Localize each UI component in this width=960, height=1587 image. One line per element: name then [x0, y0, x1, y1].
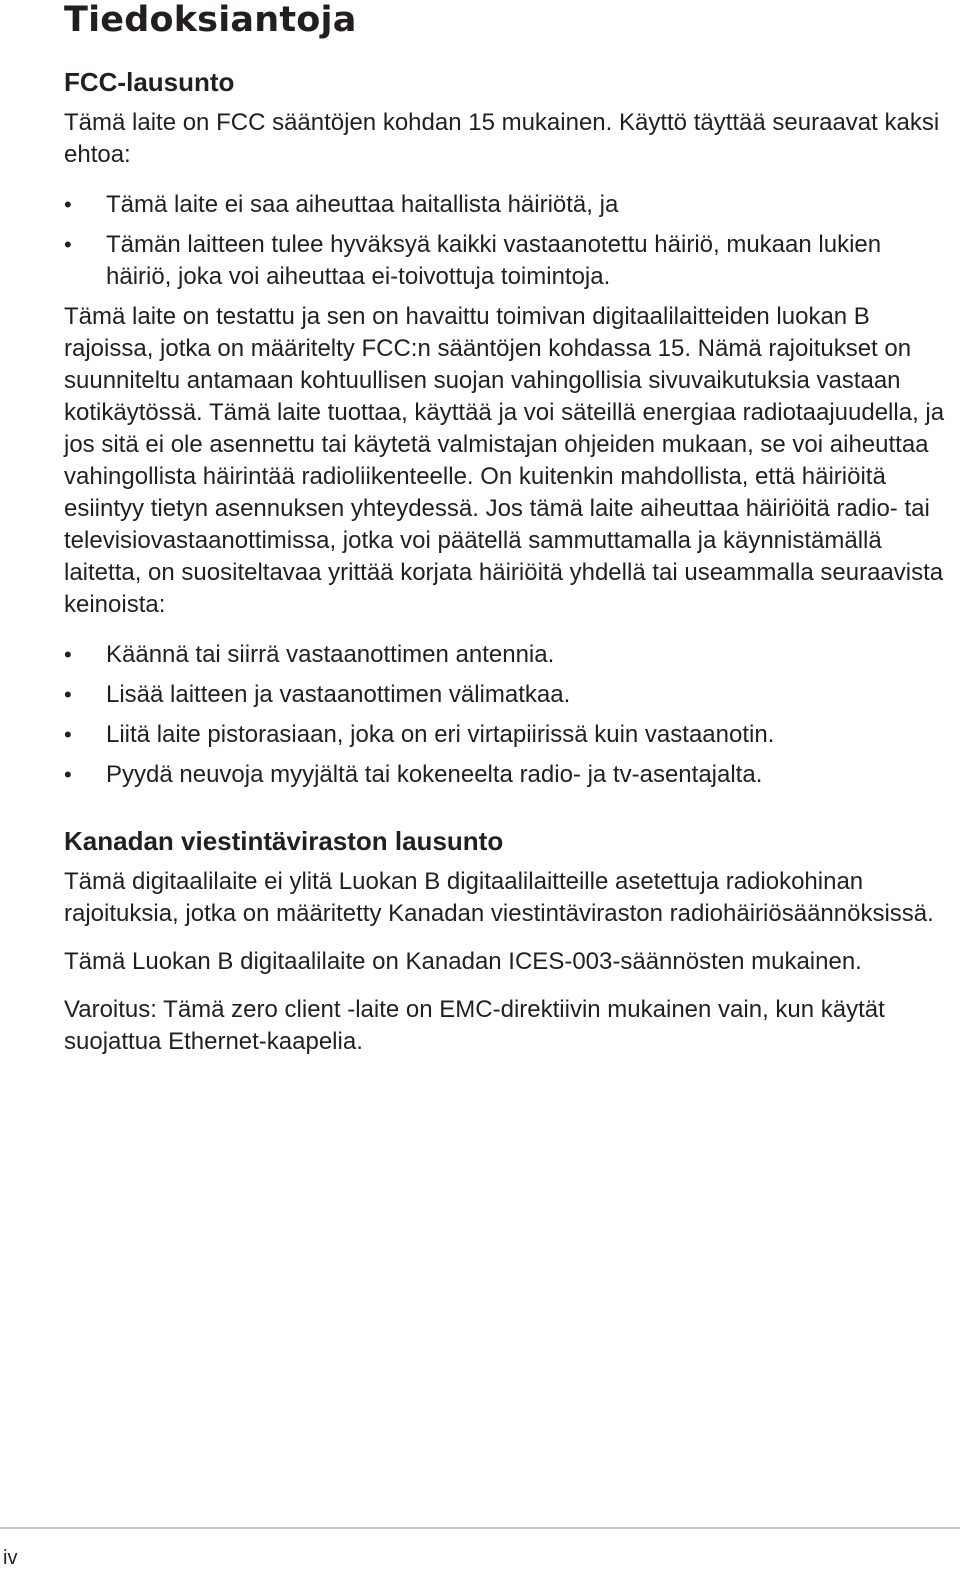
list-item-text: Liitä laite pistorasiaan, joka on eri virtapiirissä kuin vastaanotin. — [106, 721, 775, 748]
list-item — [64, 719, 950, 751]
fcc-heading: FCC-lausunto — [64, 67, 235, 97]
footer-divider — [0, 1527, 960, 1529]
canada-paragraph: Tämä Luokan B digitaalilaite on Kanadan ICES-003-säännösten mukainen. — [64, 948, 862, 975]
fcc-section — [64, 66, 950, 791]
bullet-icon: • — [64, 192, 72, 217]
canada-paragraph: Tämä digitaalilaite ei ylitä Luokan B digitaalilaitteille asetettuja radiokohinan rajoituksia, jotka on määritetty Kanadan viestintäviraston radiohäiriösäännöksissä. — [64, 868, 934, 927]
bullet-icon: • — [64, 232, 72, 257]
canada-section — [64, 825, 950, 1058]
fcc-conditions-list — [64, 189, 950, 293]
list-item — [64, 189, 950, 221]
list-item — [64, 639, 950, 671]
list-item — [64, 229, 950, 293]
list-item — [64, 759, 950, 791]
fcc-paragraph: Tämä laite on testattu ja sen on havaittu toimivan digitaalilaitteiden luokan B rajoissa, jotka on määritelty FCC:n sääntöjen kohdassa 15. Nämä rajoitukset on suunniteltu antamaan kohtuullisen suojan vahingollisia sivuvaikutuksia vastaan kotikäytössä. Tämä laite tuottaa, käyttää ja voi säteillä energiaa radiotaajuudella, ja jos sitä ei ole asennettu tai käytetä valmistajan ohjeiden mukaan, se voi aiheuttaa vahingollista häirintää radioliikenteelle. On kuitenkin mahdollista, että häiriöitä esiintyy tietyn asennuksen yhteydessä. Jos tämä laite aiheuttaa häiriöitä radio- tai televisiovastaanottimissa, jotka voi päätellä sammuttamalla ja käynnistämällä laitetta, on suositeltavaa yrittää korjata häiriöitä yhdellä tai useammalla seuraavista keinoista: — [64, 303, 945, 618]
fcc-intro: Tämä laite on FCC sääntöjen kohdan 15 mukainen. Käyttö täyttää seuraavat kaksi ehtoa: — [64, 109, 940, 168]
canada-warning: Varoitus: Tämä zero client -laite on EMC-direktiivin mukainen vain, kun käytät suojattua Ethernet-kaapelia. — [64, 996, 885, 1055]
bullet-icon: • — [64, 762, 72, 787]
canada-heading: Kanadan viestintäviraston lausunto — [64, 826, 504, 856]
list-item-text: Käännä tai siirrä vastaanottimen antennia. — [106, 641, 555, 668]
page-number: iv — [3, 1547, 18, 1569]
list-item-text: Pyydä neuvoja myyjältä tai kokeneelta radio- ja tv-asentajalta. — [106, 761, 763, 788]
list-item-text: Lisää laitteen ja vastaanottimen välimatkaa. — [106, 681, 571, 708]
page-title: Tiedoksiantoja — [64, 0, 357, 40]
list-item — [64, 679, 950, 711]
bullet-icon: • — [64, 682, 72, 707]
fcc-measures-list — [64, 639, 950, 791]
list-item-text: Tämä laite ei saa aiheuttaa haitallista häiriötä, ja — [106, 191, 619, 218]
list-item-text: Tämän laitteen tulee hyväksyä kaikki vastaanotettu häiriö, mukaan lukien häiriö, joka voi aiheuttaa ei-toivottuja toimintoja. — [106, 231, 882, 290]
bullet-icon: • — [64, 722, 72, 747]
document-page — [64, 0, 950, 1058]
bullet-icon: • — [64, 642, 72, 667]
